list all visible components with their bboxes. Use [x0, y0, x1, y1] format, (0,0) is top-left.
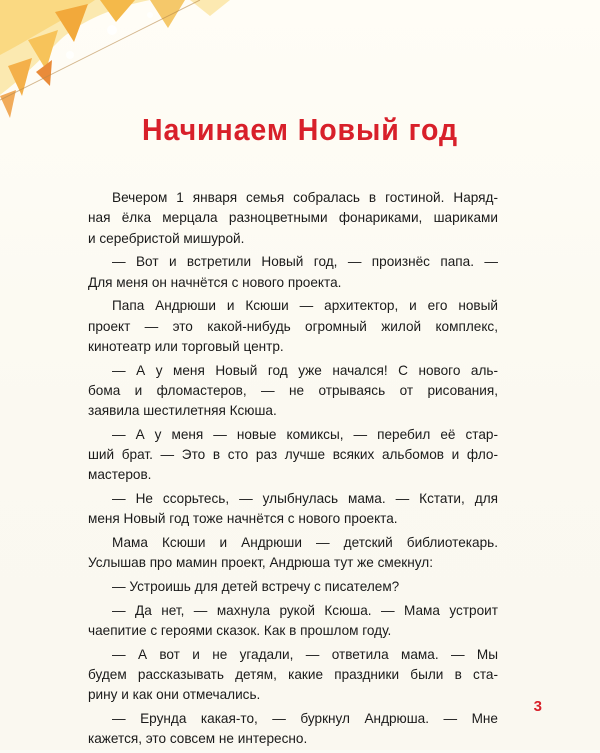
text-line: — Устроишь для детей встречу с писателем? [112, 579, 400, 595]
paragraph [88, 601, 498, 642]
text-line: Папа Андрюши и Ксюши — архитектор, и его новый [112, 298, 498, 314]
text-line: — А у меня Новый год уже начался! С нового аль- [112, 362, 498, 378]
paragraph [88, 296, 498, 357]
text-line: — Ерунда какая-то, — буркнул Андрюша. — Мне [112, 711, 498, 727]
text-line: — А вот и не угадали, — ответила мама. — Мы [112, 646, 498, 662]
text-line: мастеров. [88, 467, 152, 483]
paragraph [88, 252, 498, 293]
paragraph [88, 577, 498, 597]
paragraph [88, 188, 498, 249]
text-line: Для меня он начнётся с нового проекта. [88, 274, 342, 290]
text-line: чаепитие с героями сказок. Как в прошлом году. [88, 623, 392, 639]
text-line: меня Новый год тоже начнётся с нового проекта. [88, 511, 398, 527]
paragraph [88, 361, 498, 422]
page-title: Начинаем Новый год [141, 112, 459, 147]
paragraph [88, 645, 498, 706]
text-line: — Вот и встретили Новый год, — произнёс папа. — [112, 254, 498, 270]
paragraph [88, 709, 498, 750]
text-line: проект — это какой-нибудь огромный жилой комплекс, [88, 318, 498, 334]
text-line: рину и как они отмечались. [88, 687, 261, 703]
text-line: Вечером 1 января семья собралась в гостиной. Наряд- [112, 190, 498, 205]
text-line: — Не ссорьтесь, — улыбнулась мама. — Кстати, для [112, 491, 498, 507]
page-number: 3 [533, 698, 542, 715]
text-line: — А у меня — новые комиксы, — перебил её стар- [112, 426, 498, 442]
text-line: Мама Ксюши и Андрюши — детский библиотекарь. [112, 535, 498, 551]
decorative-illustration [0, 0, 230, 130]
text-line: ший брат. — Это в сто раз лучше всяких альбомов и фло- [88, 447, 498, 463]
text-line: будем рассказывать детям, какие праздники были в ста- [88, 667, 498, 683]
text-line: Услышав про мамин проект, Андрюша тут же смекнул: [88, 555, 433, 571]
text-line: заявила шестилетняя Ксюша. [88, 403, 277, 419]
text-line: — Да нет, — махнула рукой Ксюша. — Мама устроит [112, 602, 498, 618]
text-line: и серебристой мишурой. [88, 230, 245, 246]
paragraph [88, 489, 498, 530]
text-line: кинотеатр или торговый центр. [88, 338, 284, 354]
text-line: кажется, это совсем не интересно. [88, 731, 308, 747]
text-line: бома и фломастеров, — не отрываясь от рисования, [88, 382, 498, 398]
paragraph [88, 533, 498, 574]
text-line: ная ёлка мерцала разноцветными фонариками, шариками [88, 210, 498, 226]
story-text [88, 188, 498, 753]
paragraph [88, 425, 498, 486]
